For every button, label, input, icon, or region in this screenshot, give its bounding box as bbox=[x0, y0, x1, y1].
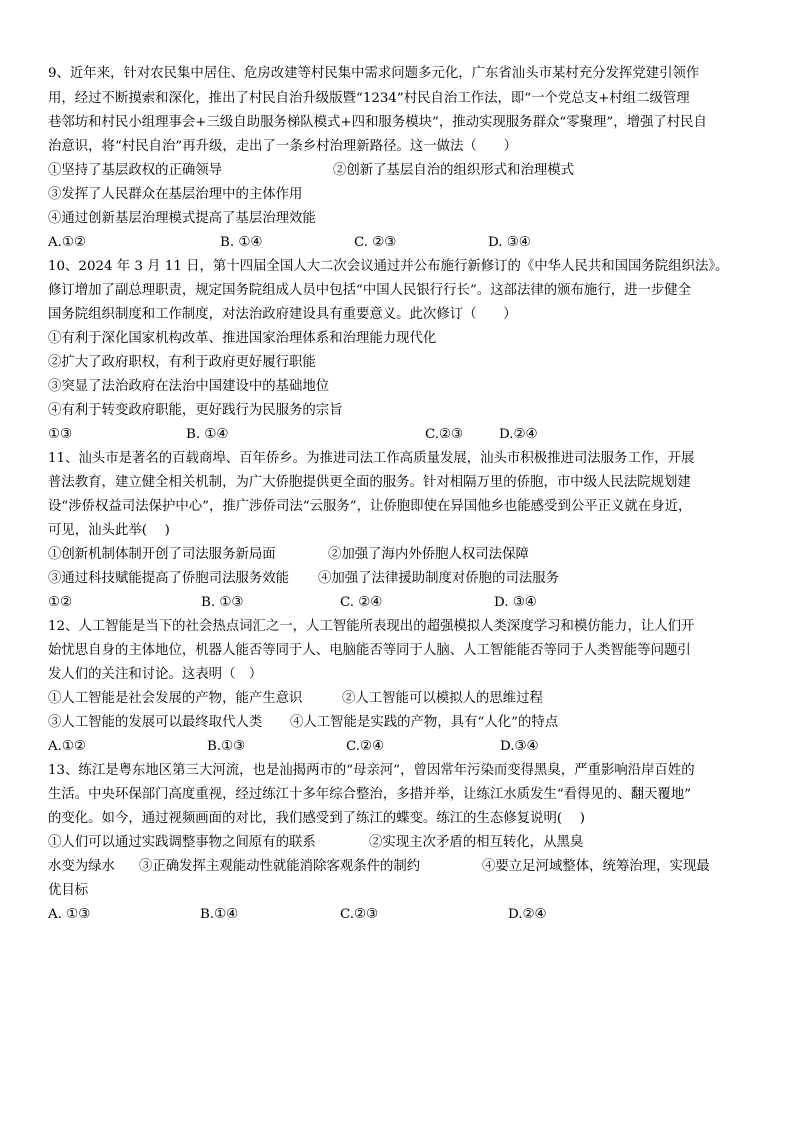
option-a[interactable]: A. ①③ bbox=[48, 907, 91, 922]
statement-3: ③正确发挥主观能动性就能消除客观条件的制约 bbox=[139, 859, 421, 874]
option-a[interactable]: A.①② bbox=[48, 739, 86, 754]
answer-options bbox=[48, 907, 748, 923]
option-a[interactable]: ①③ bbox=[48, 427, 73, 442]
option-c[interactable]: C.②③ bbox=[425, 427, 464, 442]
question-stem-line: 普法教育，建立健全相关机制，为广大侨胞提供更全面的服务。针对相隔万里的侨胞，市中级人民法院规划建 bbox=[48, 475, 691, 490]
statement-1: ①坚持了基层政权的正确领导 bbox=[48, 163, 223, 178]
statement-4: ④人工智能是实践的产物，具有“人化”的特点 bbox=[290, 715, 559, 730]
option-c[interactable]: C.②④ bbox=[346, 739, 385, 754]
option-b[interactable]: B.①④ bbox=[200, 907, 239, 922]
option-b[interactable]: B.①③ bbox=[207, 739, 246, 754]
statement-2-continued: 水变为绿水 bbox=[48, 859, 115, 874]
statement-4-continued: 优目标 bbox=[48, 883, 89, 898]
option-c[interactable]: C.②③ bbox=[340, 907, 379, 922]
answer-options bbox=[48, 595, 748, 611]
question-stem-line: 13、练江是粤东地区第三大河流，也是汕揭两市的“母亲河”，曾因常年污染而变得黑臭，严重影响沿岸百姓的 bbox=[48, 763, 695, 778]
answer-options bbox=[48, 739, 748, 755]
question-stem-line: 设“涉侨权益司法保护中心”，推广涉侨司法“云服务”，让侨胞即使在异国他乡也能感受到公平正义就在身近， bbox=[48, 499, 692, 514]
option-d[interactable]: D. ③④ bbox=[494, 595, 537, 610]
question-stem-line: 治意识，将“村民自治”再升级，走出了一条乡村治理新路径。这一做法（ ） bbox=[48, 139, 517, 154]
question-stem-line: 可见，汕头此举( ) bbox=[48, 523, 170, 538]
statement-4: ④要立足河域整体，统筹治理，实现最 bbox=[482, 859, 710, 874]
option-c[interactable]: C. ②③ bbox=[354, 235, 397, 250]
statement-2: ②实现主次矛盾的相互转化，从黑臭 bbox=[369, 835, 584, 850]
statement-4: ④加强了法律援助制度对侨胞的司法服务 bbox=[318, 571, 560, 586]
statement-1: ①人们可以通过实践调整事物之间原有的联系 bbox=[48, 835, 316, 850]
option-b[interactable]: B. ①③ bbox=[201, 595, 244, 610]
question-stem-line: 发人们的关注和讨论。这表明（ ） bbox=[48, 667, 263, 682]
question-stem-line: 始忧思自身的主体地位，机器人能否等同于人、电脑能否等同于人脑、人工智能能否等同于人类智能等问题引 bbox=[48, 643, 691, 658]
statement-4: ④有利于转变政府职能，更好践行为民服务的宗旨 bbox=[48, 403, 343, 418]
option-a[interactable]: A.①② bbox=[48, 235, 86, 250]
statement-2: ②创新了基层自治的组织形式和治理模式 bbox=[333, 163, 575, 178]
statement-1: ①人工智能是社会发展的产物，能产生意识 bbox=[48, 691, 303, 706]
question-stem-line: 11、汕头市是著名的百载商埠、百年侨乡。为推进司法工作高质量发展，汕头市积极推进司法服务工作，开展 bbox=[48, 451, 695, 466]
statement-3: ③突显了法治政府在法治中国建设中的基础地位 bbox=[48, 379, 330, 394]
option-d[interactable]: D.②④ bbox=[508, 907, 547, 922]
option-a[interactable]: ①② bbox=[48, 595, 73, 610]
statement-1: ①有利于深化国家机构改革、推进国家治理体系和治理能力现代化 bbox=[48, 331, 437, 346]
statement-3: ③人工智能的发展可以最终取代人类 bbox=[48, 715, 263, 730]
question-stem-line: 修订增加了副总理职责，规定国务院组成人员中包括“中国人民银行行长”。这部法律的颁布施行，进一步健全 bbox=[48, 283, 692, 298]
statement-2: ②加强了海内外侨胞人权司法保障 bbox=[328, 547, 529, 562]
statement-1: ①创新机制体制开创了司法服务新局面 bbox=[48, 547, 276, 562]
option-d[interactable]: D. ③④ bbox=[488, 235, 531, 250]
question-stem-line: 10、2024 年 3 月 11 日，第十四届全国人大二次会议通过并公布施行新修订的《中华人民共和国国务院组织法》。 bbox=[48, 259, 729, 274]
question-stem-line: 的变化。如今，通过视频画面的对比，我们感受到了练江的蝶变。练江的生态修复说明( ) bbox=[48, 811, 585, 826]
question-stem-line: 9、近年来，针对农民集中居住、危房改建等村民集中需求问题多元化，广东省汕头市某村充分发挥党建引领作 bbox=[48, 66, 700, 81]
option-d[interactable]: D.②④ bbox=[499, 427, 538, 442]
answer-options bbox=[48, 427, 748, 443]
option-c[interactable]: C. ②④ bbox=[340, 595, 383, 610]
question-stem-line: 用，经过不断摸索和深化，推出了村民自治升级版暨“1234”村民自治工作法，即“一个党总支+村组二级管理 bbox=[48, 91, 690, 106]
question-stem-line: 12、人工智能是当下的社会热点词汇之一，人工智能所表现出的超强模拟人类深度学习和模仿能力，让人们开 bbox=[48, 619, 695, 634]
question-stem-line: 国务院组织制度和工作制度，对法治政府建设具有重要意义。此次修订（ ） bbox=[48, 307, 517, 322]
statement-3: ③发挥了人民群众在基层治理中的主体作用 bbox=[48, 187, 303, 202]
statement-3: ③通过科技赋能提高了侨胞司法服务效能 bbox=[48, 571, 290, 586]
question-stem-line: 巷邻坊和村民小组理事会+三级自助服务梯队模式+四和服务模块”，推动实现服务群众“零聚理”，增强了村民自 bbox=[48, 115, 707, 130]
option-b[interactable]: B. ①④ bbox=[186, 427, 229, 442]
statement-2: ②扩大了政府职权，有利于政府更好履行职能 bbox=[48, 355, 316, 370]
statement-2: ②人工智能可以模拟人的思维过程 bbox=[342, 691, 543, 706]
answer-options bbox=[48, 235, 748, 251]
option-d[interactable]: D.③④ bbox=[500, 739, 539, 754]
question-stem-line: 生活。中央环保部门高度重视，经过练江十多年综合整治，多措并举，让练江水质发生“看得见的、翻天覆地” bbox=[48, 787, 692, 802]
statement-4: ④通过创新基层治理模式提高了基层治理效能 bbox=[48, 211, 316, 226]
option-b[interactable]: B. ①④ bbox=[220, 235, 263, 250]
